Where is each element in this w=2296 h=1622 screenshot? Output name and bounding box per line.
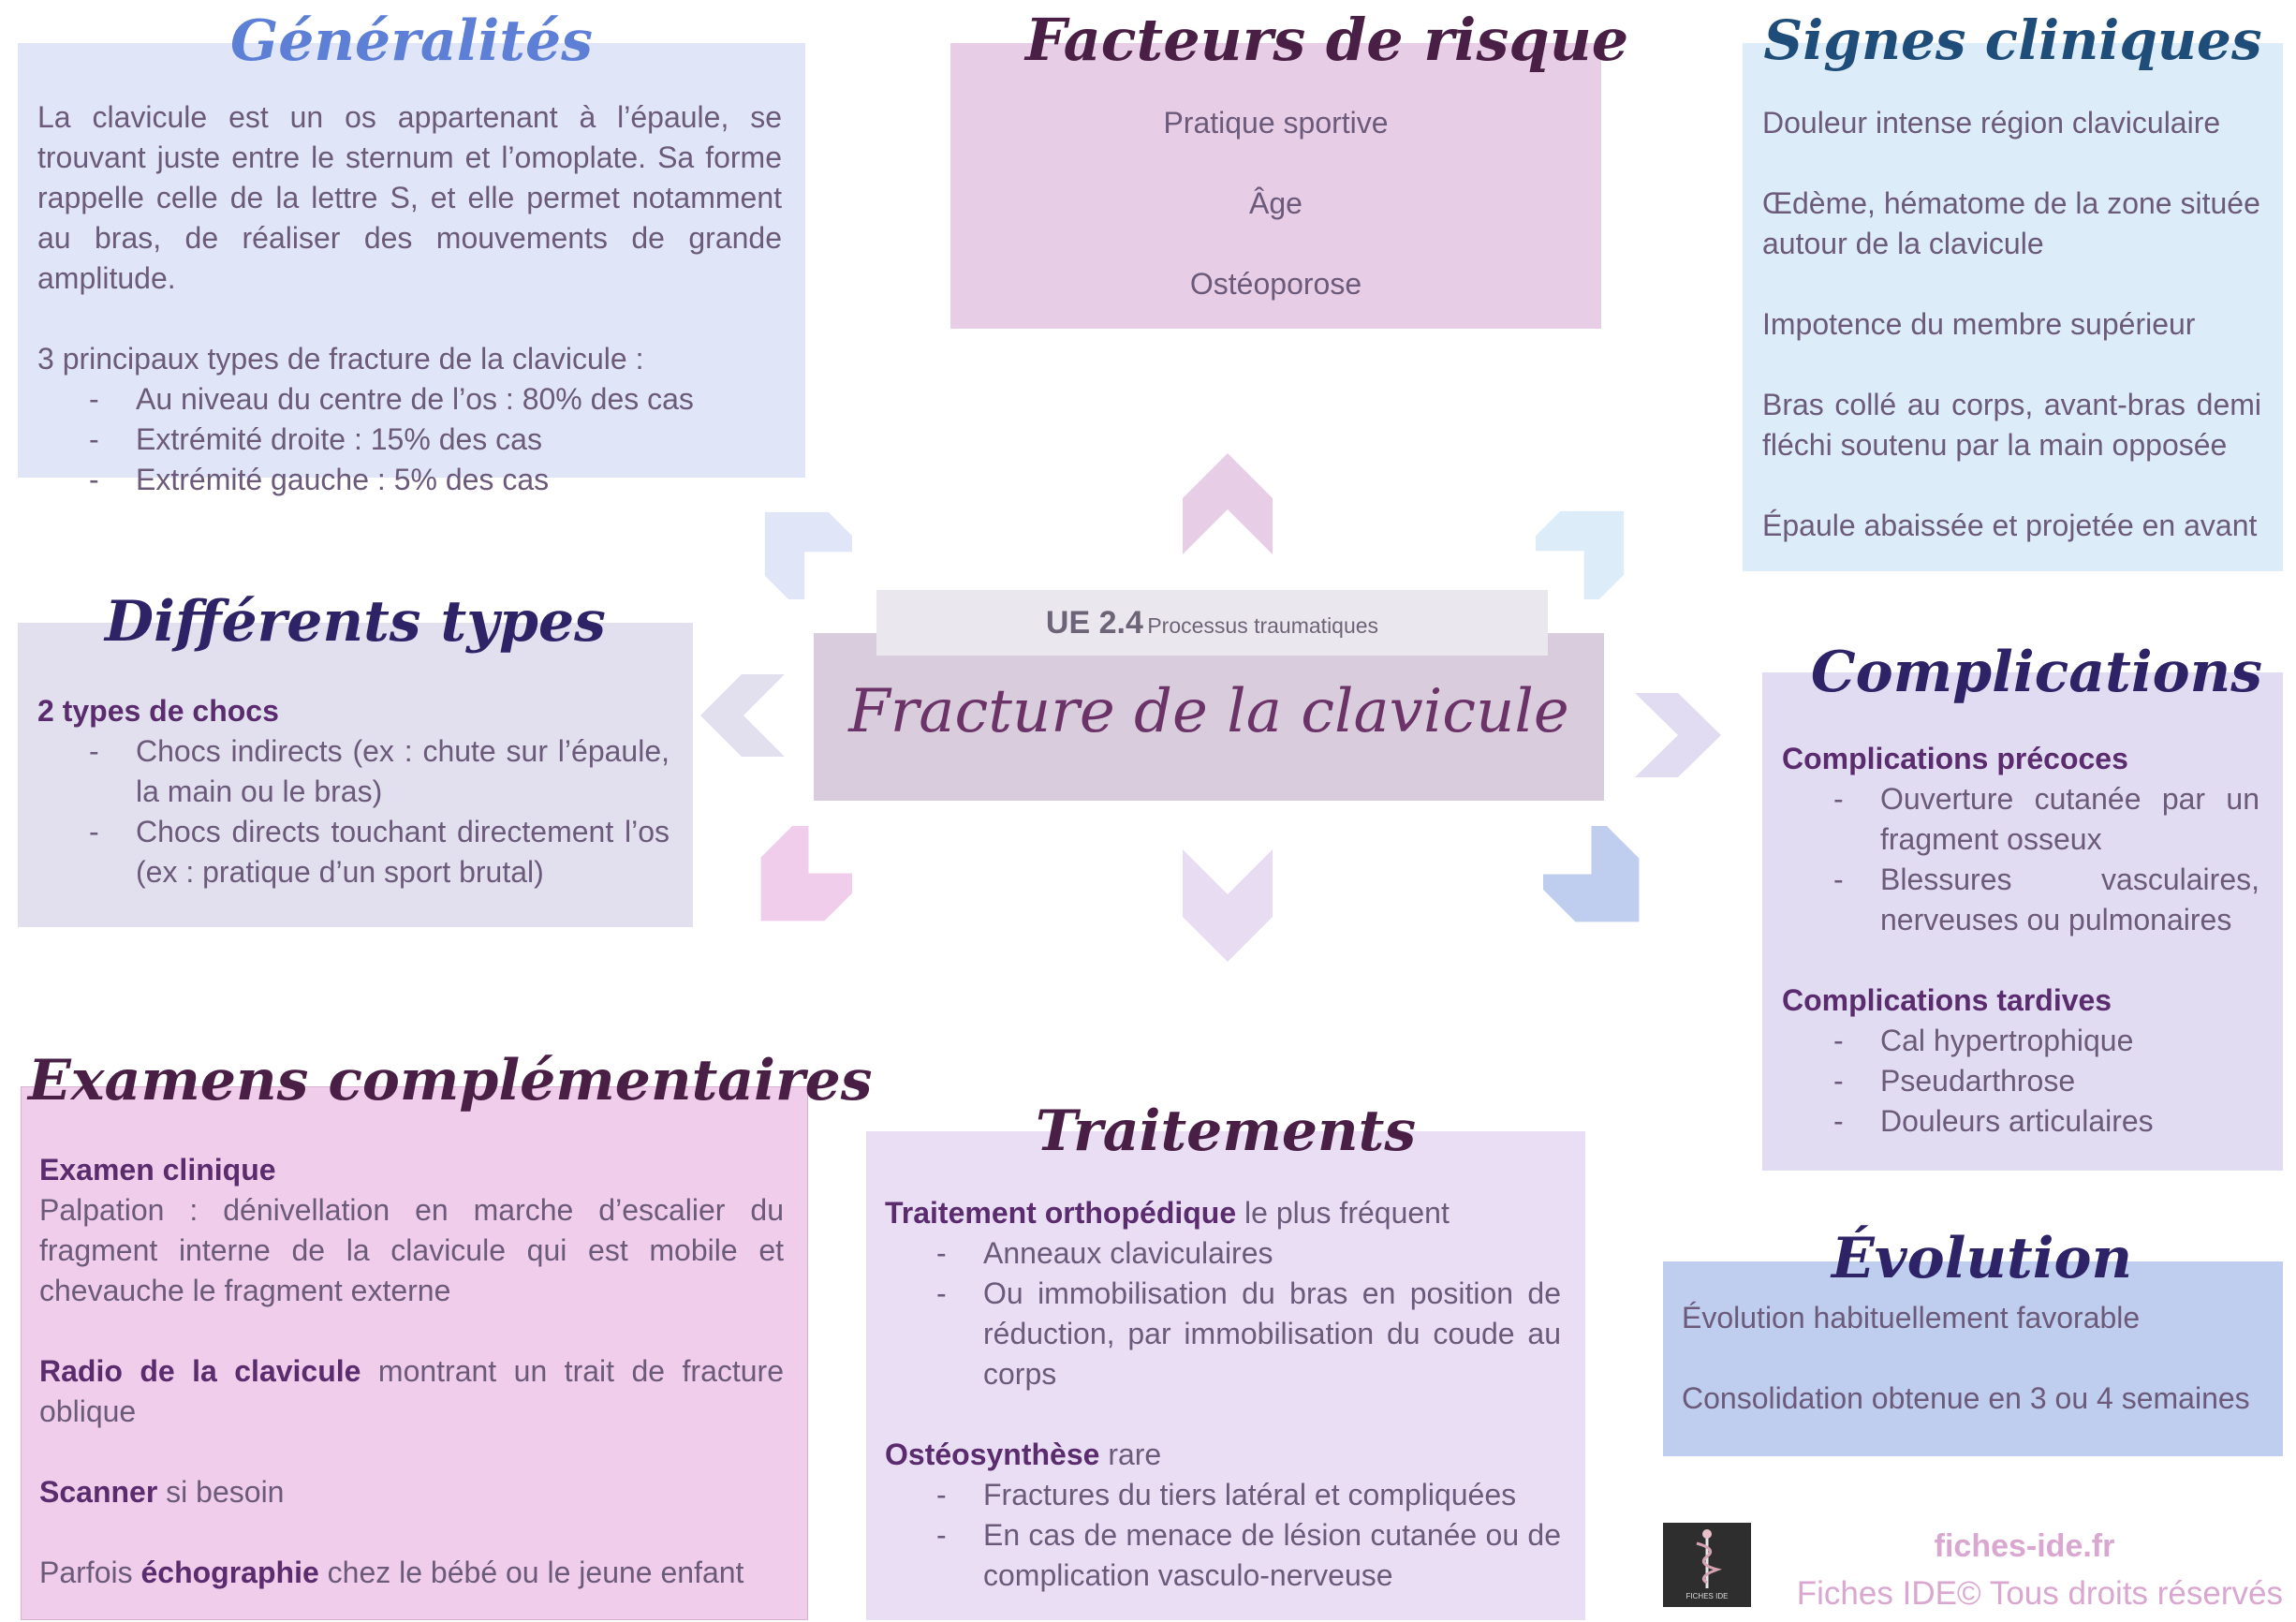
list-item: - Douleurs articulaires [1782, 1101, 2259, 1142]
list-item: Ostéoporose [1189, 267, 1362, 301]
complications-tardives-heading: Complications tardives [1782, 983, 2112, 1017]
list-item: - Au niveau du centre de l’os : 80% des cas [37, 379, 782, 420]
list-item: - Chocs directs touchant directement l’os (ex : pratique d’un sport brutal) [37, 812, 670, 892]
list-item: Pratique sportive [1163, 106, 1389, 140]
list-item: Âge [1249, 186, 1303, 220]
list-item: - Ou immobilisation du bras en position de réduction, par immobilisation du coude au corps [885, 1274, 1561, 1394]
complications-title: Complications [1810, 640, 2263, 705]
examens-clinique-heading: Examen clinique [39, 1153, 276, 1187]
traitements-ortho [885, 1193, 1561, 1233]
traitements-ortho-bold: Traitement orthopédique [885, 1196, 1237, 1230]
list-item: - Extrémité gauche : 5% des cas [37, 460, 782, 500]
traitements-osteo-bold: Ostéosynthèse [885, 1438, 1100, 1471]
chevron-down-right-icon [1543, 826, 1656, 938]
traitements-content [885, 1193, 1561, 1596]
traitements-title: Traitements [1035, 1099, 1417, 1164]
signes-title: Signes cliniques [1763, 8, 2262, 72]
traitements-osteo-text: rare [1099, 1438, 1162, 1471]
generalites-paragraph: La clavicule est un os appartenant à l’épaule, se trouvant juste entre le sternum et l’omoplate. Sa forme rappelle celle de la lettre S, et elle permet notamment au bras, de réaliser des mouvements de grande amplitude. [37, 100, 782, 295]
examens-radio [39, 1351, 784, 1432]
list-item: - Cal hypertrophique [1782, 1021, 2259, 1061]
chevron-up-icon [1183, 453, 1273, 554]
facteurs-title: Facteurs de risque [1025, 6, 1629, 74]
examens-echo-post: chez le bébé ou le jeune enfant [318, 1556, 744, 1589]
site-link[interactable]: fiches-ide.fr [1934, 1528, 2115, 1564]
types-heading: 2 types de chocs [37, 694, 279, 728]
traitements-osteo [885, 1435, 1561, 1475]
list-item: - Ouverture cutanée par un fragment osseux [1782, 779, 2259, 860]
examens-clinique-text: Palpation : dénivellation en marche d’escalier du fragment interne de la clavicule qui est mobile et chevauche le fragment externe [39, 1193, 784, 1307]
chevron-left-icon [700, 674, 785, 757]
signes-content [1762, 103, 2261, 546]
list-item: - Fractures du tiers latéral et compliquées [885, 1475, 1561, 1515]
types-content [37, 691, 670, 892]
generalites-types-intro: 3 principaux types de fracture de la clavicule : [37, 342, 644, 376]
list-item: - En cas de menace de lésion cutanée ou de complication vasculo-nerveuse [885, 1515, 1561, 1596]
evolution-title: Évolution [1832, 1226, 2133, 1291]
examens-radio-bold: Radio de la clavicule [39, 1354, 361, 1388]
types-title: Différents types [105, 589, 606, 655]
list-item: Impotence du membre supérieur [1762, 307, 2196, 341]
complications-tardives-list [1782, 1021, 2259, 1142]
traitements-osteo-list [885, 1475, 1561, 1596]
list-item: - Chocs indirects (ex : chute sur l’épaule, la main ou le bras) [37, 731, 670, 812]
fiches-ide-logo [1663, 1523, 1751, 1607]
examens-echo-bold: échographie [140, 1556, 319, 1589]
traitements-ortho-text: le plus fréquent [1236, 1196, 1450, 1230]
examens-scanner [39, 1472, 784, 1512]
list-item: - Anneaux claviculaires [885, 1233, 1561, 1274]
generalites-list [37, 379, 782, 500]
copyright-text: Fiches IDE© Tous droits réservés [1796, 1575, 2283, 1612]
ue-code: UE 2.4 [1045, 605, 1143, 641]
generalites-title: Généralités [230, 8, 593, 74]
chevron-up-right-icon [1536, 494, 1641, 599]
chevron-right-icon [1635, 693, 1721, 777]
list-item: Épaule abaissée et projetée en avant [1762, 509, 2258, 542]
examens-content [39, 1150, 784, 1593]
complications-content [1782, 739, 2259, 1142]
logo-text: FICHES IDE [1685, 1592, 1729, 1600]
evolution-content [1682, 1298, 2267, 1419]
list-item: - Extrémité droite : 15% des cas [37, 420, 782, 460]
types-list [37, 731, 670, 892]
chevron-up-left-icon [749, 496, 852, 599]
examens-scanner-bold: Scanner [39, 1475, 158, 1509]
ue-banner [876, 590, 1548, 656]
examens-radio-text: montrant un trait de fracture oblique [39, 1354, 785, 1428]
examens-echo-pre: Parfois [39, 1556, 141, 1589]
list-item: Bras collé au corps, avant-bras demi fléchi soutenu par la main opposée [1762, 388, 2261, 462]
complications-precoces-heading: Complications précoces [1782, 742, 2128, 775]
examens-echo [39, 1553, 784, 1593]
chevron-down-left-icon [749, 826, 852, 936]
examens-scanner-text: si besoin [157, 1475, 285, 1509]
chevron-down-icon [1183, 849, 1273, 962]
traitements-ortho-list [885, 1233, 1561, 1394]
list-item: Œdème, hématome de la zone située autour de la clavicule [1762, 186, 2260, 260]
list-item: Évolution habituellement favorable [1682, 1301, 2141, 1334]
list-item: Consolidation obtenue en 3 ou 4 semaines [1682, 1381, 2250, 1415]
list-item: - Pseudarthrose [1782, 1061, 2259, 1101]
ue-label: Processus traumatiques [1147, 613, 1379, 638]
list-item: - Blessures vasculaires, nerveuses ou pulmonaires [1782, 860, 2259, 940]
generalites-content [37, 97, 782, 500]
center-title: Fracture de la clavicule [848, 677, 1569, 746]
facteurs-content [950, 103, 1601, 304]
list-item: Douleur intense région claviculaire [1762, 106, 2221, 140]
complications-precoces-list [1782, 779, 2259, 940]
examens-title: Examens complémentaires [28, 1048, 873, 1113]
